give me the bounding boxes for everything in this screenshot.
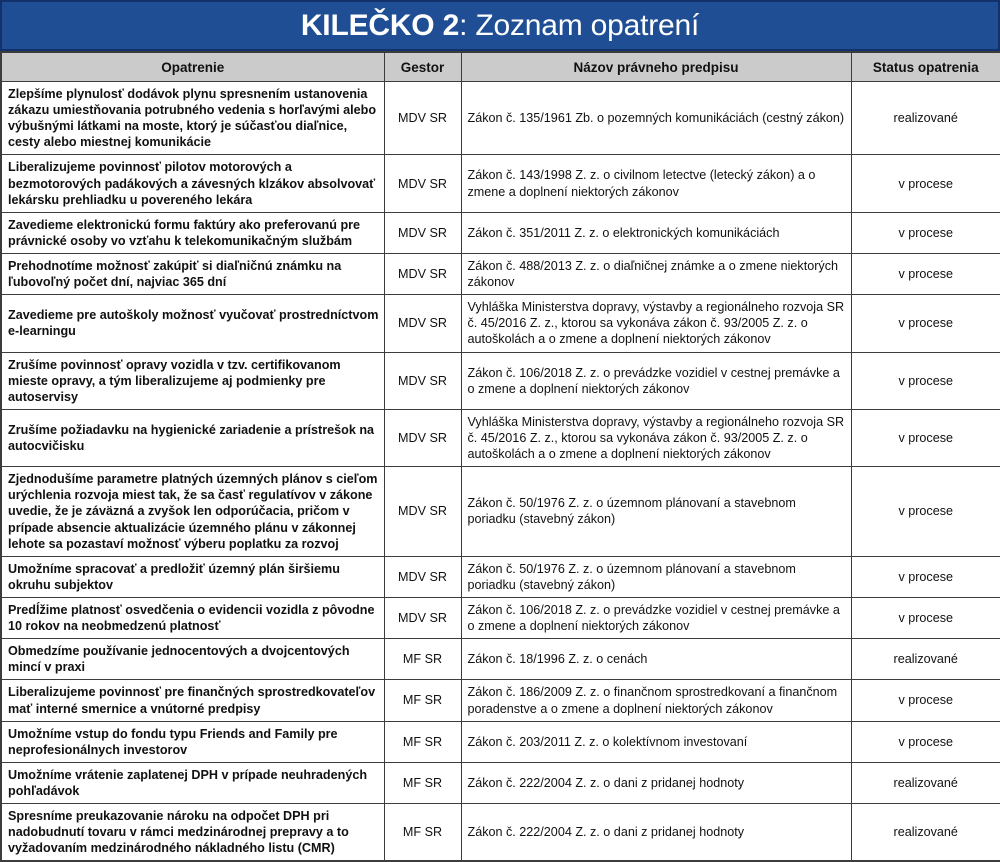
table-row [1,597,1000,638]
cell-owner: MDV SR [384,597,461,638]
column-header-opatrenie: Opatrenie [1,52,384,82]
cell-legal-act: Zákon č. 203/2011 Z. z. o kolektívnom investovaní [461,721,851,762]
page-title-rest: : Zoznam opatrení [459,8,700,42]
table-row [1,409,1000,466]
table-row [1,295,1000,352]
cell-measure: Zavedieme pre autoškoly možnosť vyučovať prostredníctvom e-learningu [1,295,384,352]
cell-status: realizované [851,82,1000,155]
cell-owner: MF SR [384,762,461,803]
measures-table [0,51,1000,862]
cell-legal-act: Zákon č. 50/1976 Z. z. o územnom plánovaní a stavebnom poriadku (stavebný zákon) [461,467,851,557]
cell-measure: Zrušíme požiadavku na hygienické zariadenie a prístrešok na autocvičisku [1,409,384,466]
title-banner [0,0,1000,51]
cell-legal-act: Zákon č. 186/2009 Z. z. o finančnom sprostredkovaní a finančnom poradenstve a o zmene a doplnení niektorých zákonov [461,680,851,721]
column-header-gestor: Gestor [384,52,461,82]
cell-status: v procese [851,467,1000,557]
cell-status: realizované [851,762,1000,803]
cell-owner: MDV SR [384,155,461,212]
cell-legal-act: Zákon č. 18/1996 Z. z. o cenách [461,639,851,680]
cell-legal-act: Vyhláška Ministerstva dopravy, výstavby a regionálneho rozvoja SR č. 45/2016 Z. z., ktorou sa vykonáva zákon č. 93/2005 Z. z. o autoškolách a o zmene a doplnení niektorých zákonov [461,409,851,466]
cell-legal-act: Zákon č. 351/2011 Z. z. o elektronických komunikáciách [461,212,851,253]
page-title-strong: KILEČKO 2 [300,8,460,42]
table-row [1,467,1000,557]
cell-status: v procese [851,352,1000,409]
cell-owner: MDV SR [384,352,461,409]
cell-status: realizované [851,639,1000,680]
cell-status: v procese [851,680,1000,721]
table-row [1,352,1000,409]
cell-measure: Zrušíme povinnosť opravy vozidla v tzv. certifikovanom mieste opravy, a tým liberalizujeme aj podmienky pre autoservisy [1,352,384,409]
cell-status: v procese [851,409,1000,466]
cell-measure: Zjednodušíme parametre platných územných plánov s cieľom urýchlenia rozvoja miest tak, že sa časť regulatívov v zákone uvedie, že je záväzná a zvyšok len odporúčacia, pričom v prípade absencie aktualizácie územného plánu v zákonnej lehote sa pozastaví možnosť výberu poplatku za rozvoj [1,467,384,557]
cell-status: v procese [851,597,1000,638]
table-row [1,212,1000,253]
cell-legal-act: Zákon č. 106/2018 Z. z. o prevádzke vozidiel v cestnej premávke a o zmene a doplnení niektorých zákonov [461,352,851,409]
table-row [1,721,1000,762]
cell-measure: Predĺžime platnosť osvedčenia o evidencii vozidla z pôvodne 10 rokov na neobmedzenú platnosť [1,597,384,638]
table-header [1,52,1000,82]
cell-measure: Prehodnotíme možnosť zakúpiť si diaľničnú známku na ľubovoľný počet dní, najviac 365 dní [1,253,384,294]
table-row [1,680,1000,721]
cell-measure: Liberalizujeme povinnosť pre finančných sprostredkovateľov mať interné smernice a vnútorné predpisy [1,680,384,721]
cell-measure: Umožníme spracovať a predložiť územný plán širšiemu okruhu subjektov [1,556,384,597]
column-header-status: Status opatrenia [851,52,1000,82]
table-row [1,155,1000,212]
cell-status: v procese [851,721,1000,762]
table-header-row [1,52,1000,82]
cell-owner: MDV SR [384,467,461,557]
table-row [1,804,1000,862]
cell-legal-act: Zákon č. 135/1961 Zb. o pozemných komunikáciách (cestný zákon) [461,82,851,155]
table-row [1,556,1000,597]
cell-legal-act: Zákon č. 106/2018 Z. z. o prevádzke vozidiel v cestnej premávke a o zmene a doplnení niektorých zákonov [461,597,851,638]
table-row [1,253,1000,294]
cell-status: v procese [851,253,1000,294]
cell-legal-act: Zákon č. 50/1976 Z. z. o územnom plánovaní a stavebnom poriadku (stavebný zákon) [461,556,851,597]
cell-legal-act: Zákon č. 222/2004 Z. z. o dani z pridanej hodnoty [461,804,851,862]
cell-status: v procese [851,212,1000,253]
table-row [1,82,1000,155]
cell-owner: MDV SR [384,253,461,294]
column-header-predpis: Názov právneho predpisu [461,52,851,82]
cell-legal-act: Vyhláška Ministerstva dopravy, výstavby a regionálneho rozvoja SR č. 45/2016 Z. z., ktorou sa vykonáva zákon č. 93/2005 Z. z. o autoškolách a o zmene a doplnení niektorých zákonov [461,295,851,352]
cell-owner: MF SR [384,804,461,862]
cell-owner: MDV SR [384,82,461,155]
cell-owner: MF SR [384,639,461,680]
table-row [1,762,1000,803]
cell-owner: MDV SR [384,409,461,466]
cell-measure: Zlepšíme plynulosť dodávok plynu spresnením ustanovenia zákazu umiestňovania potrubného vedenia s horľavými alebo výbušnými látkami na moste, ktorý je súčasťou diaľnice, cesty alebo miestnej komunikácie [1,82,384,155]
table-body [1,82,1000,862]
cell-measure: Obmedzíme používanie jednocentových a dvojcentových mincí v praxi [1,639,384,680]
cell-status: v procese [851,155,1000,212]
cell-owner: MF SR [384,721,461,762]
cell-owner: MF SR [384,680,461,721]
cell-status: v procese [851,556,1000,597]
table-row [1,639,1000,680]
cell-measure: Umožníme vstup do fondu typu Friends and Family pre neprofesionálnych investorov [1,721,384,762]
page-title [300,8,700,42]
cell-legal-act: Zákon č. 143/1998 Z. z. o civilnom letectve (letecký zákon) a o zmene a doplnení niektorých zákonov [461,155,851,212]
cell-legal-act: Zákon č. 222/2004 Z. z. o dani z pridanej hodnoty [461,762,851,803]
cell-measure: Liberalizujeme povinnosť pilotov motorových a bezmotorových padákových a závesných klzákov absolvovať lekársku prehliadku u povereného lekára [1,155,384,212]
cell-measure: Spresníme preukazovanie nároku na odpočet DPH pri nadobudnutí tovaru v rámci medzinárodnej prepravy a to vyžadovaním medzinárodného nákladného listu (CMR) [1,804,384,862]
cell-measure: Umožníme vrátenie zaplatenej DPH v prípade neuhradených pohľadávok [1,762,384,803]
cell-owner: MDV SR [384,295,461,352]
cell-status: v procese [851,295,1000,352]
cell-owner: MDV SR [384,556,461,597]
cell-measure: Zavedieme elektronickú formu faktúry ako preferovanú pre právnické osoby vo vzťahu k telekomunikačným službám [1,212,384,253]
cell-owner: MDV SR [384,212,461,253]
cell-legal-act: Zákon č. 488/2013 Z. z. o diaľničnej známke a o zmene niektorých zákonov [461,253,851,294]
cell-status: realizované [851,804,1000,862]
